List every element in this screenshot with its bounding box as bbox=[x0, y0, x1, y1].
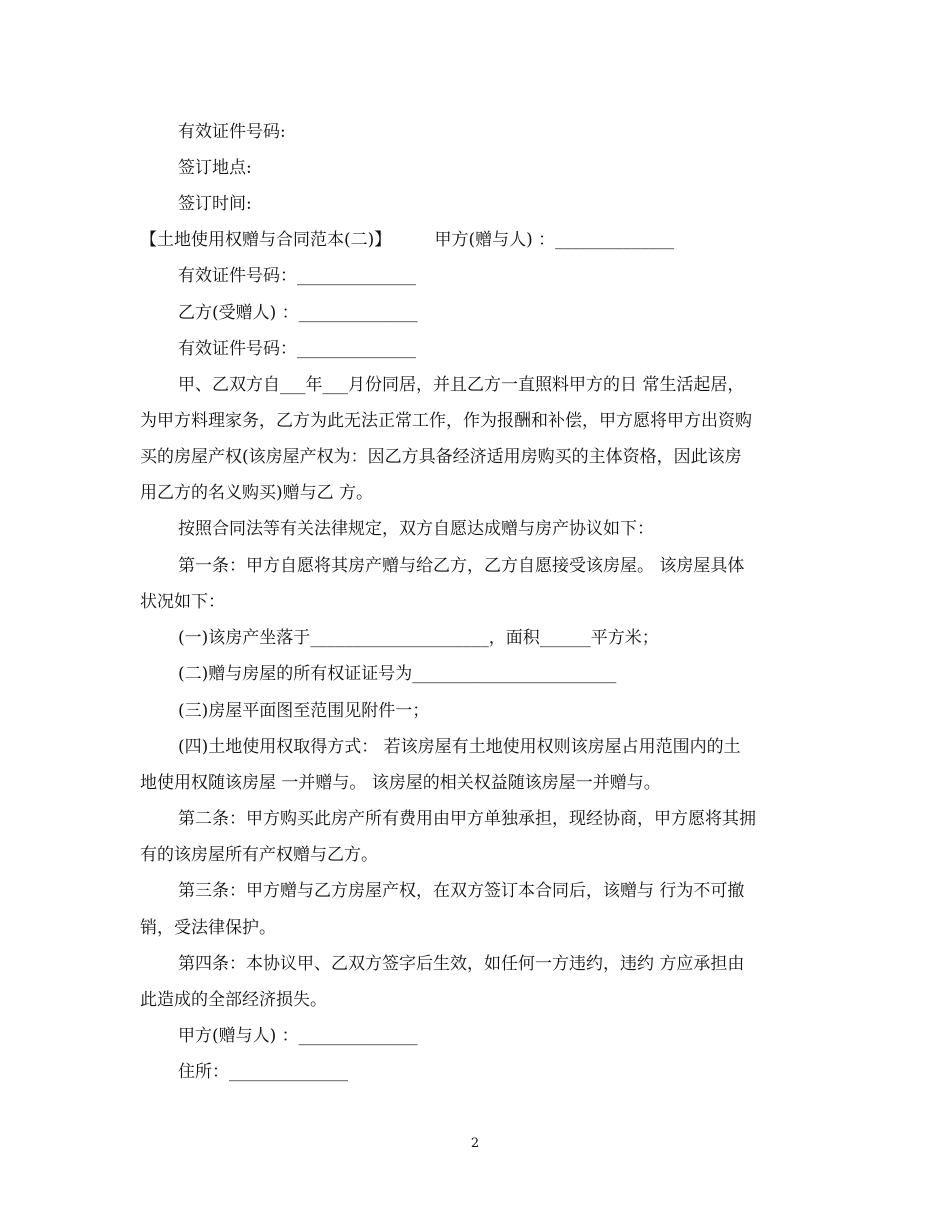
contract-title-line: 【土地使用权赠与合同范本(二)】 甲方(赠与人) ：______________ bbox=[140, 230, 675, 250]
clause-4-line: 地使用权随该房屋 一并赠与。 该房屋的相关权益随该房屋一并赠与。 bbox=[140, 773, 661, 793]
signing-place-line: 签订地点: bbox=[178, 158, 252, 178]
paragraph-line: 为甲方料理家务，乙方为此无法正常工作，作为报酬和补偿，甲方愿将甲方出资购 bbox=[140, 411, 752, 431]
party-a-signature-line: 甲方(赠与人) ：______________ bbox=[178, 1026, 418, 1046]
article-2-line: 第二条：甲方购买此房产所有费用由甲方单独承担，现经协商，甲方愿将其拥 bbox=[178, 809, 756, 829]
article-4-line: 第四条：本协议甲、乙双方签字后生效，如任何一方违约，违约 方应承担由 bbox=[178, 954, 745, 974]
id-number-line: 有效证件号码: bbox=[178, 122, 286, 142]
clause-4-line: (四)土地使用权取得方式： 若该房屋有土地使用权则该房屋占用范围内的土 bbox=[178, 737, 741, 757]
article-4-line: 此造成的全部经济损失。 bbox=[140, 990, 327, 1010]
paragraph-line: 甲、乙双方自___年___月份同居，并且乙方一直照料甲方的日 常生活起居， bbox=[178, 375, 745, 395]
clause-1-line: (一)该房产坐落于_____________________，面积______平方米； bbox=[178, 628, 659, 648]
article-2-line: 有的该房屋所有产权赠与乙方。 bbox=[140, 845, 378, 865]
clause-3-line: (三)房屋平面图至范围见附件一； bbox=[178, 701, 430, 721]
party-b-id-line: 有效证件号码：______________ bbox=[178, 339, 416, 359]
party-a-id-line: 有效证件号码：______________ bbox=[178, 266, 416, 286]
article-3-line: 销，受法律保护。 bbox=[140, 918, 276, 938]
article-1-line: 状况如下： bbox=[140, 592, 225, 612]
clause-2-line: (二)赠与房屋的所有权证证号为________________________ bbox=[178, 664, 617, 684]
article-1-line: 第一条：甲方自愿将其房产赠与给乙方，乙方自愿接受该房屋。 该房屋具体 bbox=[178, 556, 745, 576]
address-line: 住所：______________ bbox=[178, 1062, 348, 1082]
paragraph-line: 买的房屋产权(该房屋产权为：因乙方具备经济适用房购买的主体资格，因此该房 bbox=[140, 447, 742, 467]
page-number: 2 bbox=[470, 1136, 480, 1151]
signing-time-line: 签订时间: bbox=[178, 194, 252, 214]
party-b-line: 乙方(受赠人) ：______________ bbox=[178, 303, 418, 323]
paragraph-line: 按照合同法等有关法律规定，双方自愿达成赠与房产协议如下： bbox=[178, 519, 654, 539]
paragraph-line: 用乙方的名义购买)赠与乙 方。 bbox=[140, 483, 374, 503]
article-3-line: 第三条：甲方赠与乙方房屋产权，在双方签订本合同后，该赠与 行为不可撤 bbox=[178, 881, 745, 901]
